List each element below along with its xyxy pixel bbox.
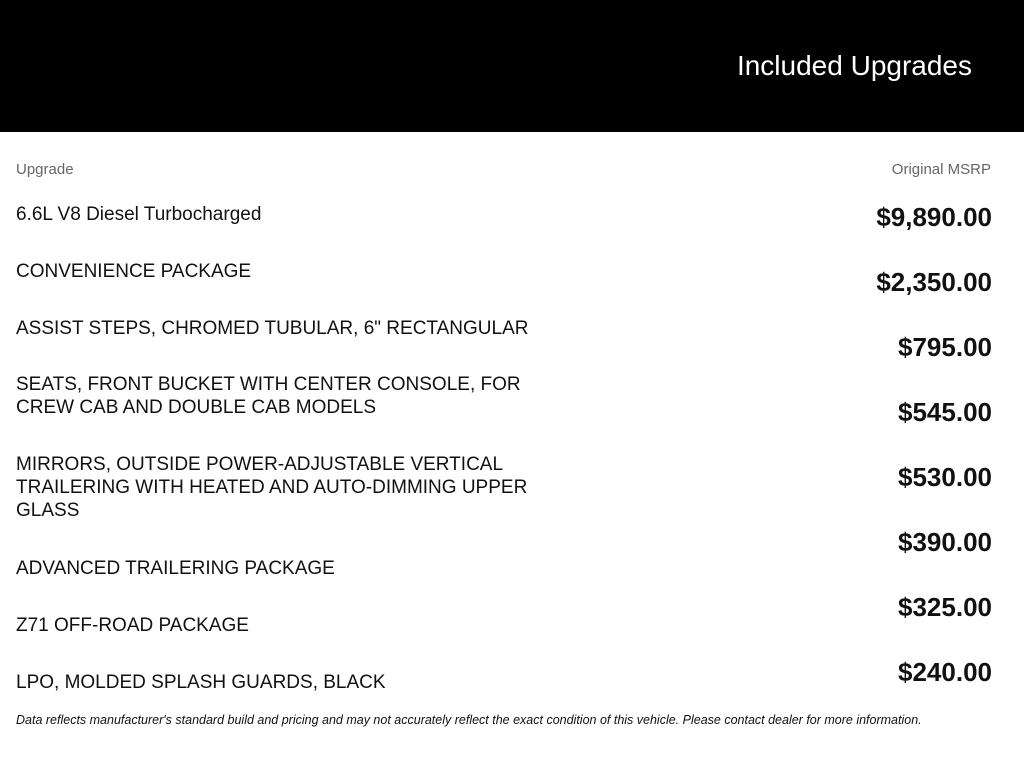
upgrade-name: ADVANCED TRAILERING PACKAGE [16,558,335,579]
page-header [0,0,1024,132]
upgrade-name: MIRRORS, OUTSIDE POWER-ADJUSTABLE VERTICAL TRAILERING WITH HEATED AND AUTO-DIMMING UPPER GLASS [16,454,528,521]
column-header-msrp: Original MSRP [891,161,991,178]
upgrade-name: ASSIST STEPS, CHROMED TUBULAR, 6" RECTANGULAR [16,318,529,339]
msrp-value: $530.00 [898,462,992,492]
disclaimer-footnote: Data reflects manufacturer's standard build and pricing and may not accurately reflect the exact condition of this vehicle. Please contact dealer for more information. [16,713,922,727]
msrp-value: $795.00 [898,332,992,362]
msrp-value: $9,890.00 [876,202,992,232]
upgrade-name: LPO, MOLDED SPLASH GUARDS, BLACK [16,672,386,693]
page-title: Included Upgrades [736,50,972,81]
msrp-value: $240.00 [898,657,992,687]
upgrade-name: SEATS, FRONT BUCKET WITH CENTER CONSOLE, FOR CREW CAB AND DOUBLE CAB MODELS [16,374,521,418]
upgrade-name: 6.6L V8 Diesel Turbocharged [16,204,262,225]
column-header-upgrade: Upgrade [16,161,74,178]
msrp-value: $390.00 [898,527,992,557]
upgrade-name: Z71 OFF-ROAD PACKAGE [16,615,249,636]
upgrade-name: CONVENIENCE PACKAGE [16,261,252,282]
msrp-value: $325.00 [898,592,992,622]
msrp-value: $2,350.00 [876,267,992,297]
msrp-value: $545.00 [898,397,992,427]
